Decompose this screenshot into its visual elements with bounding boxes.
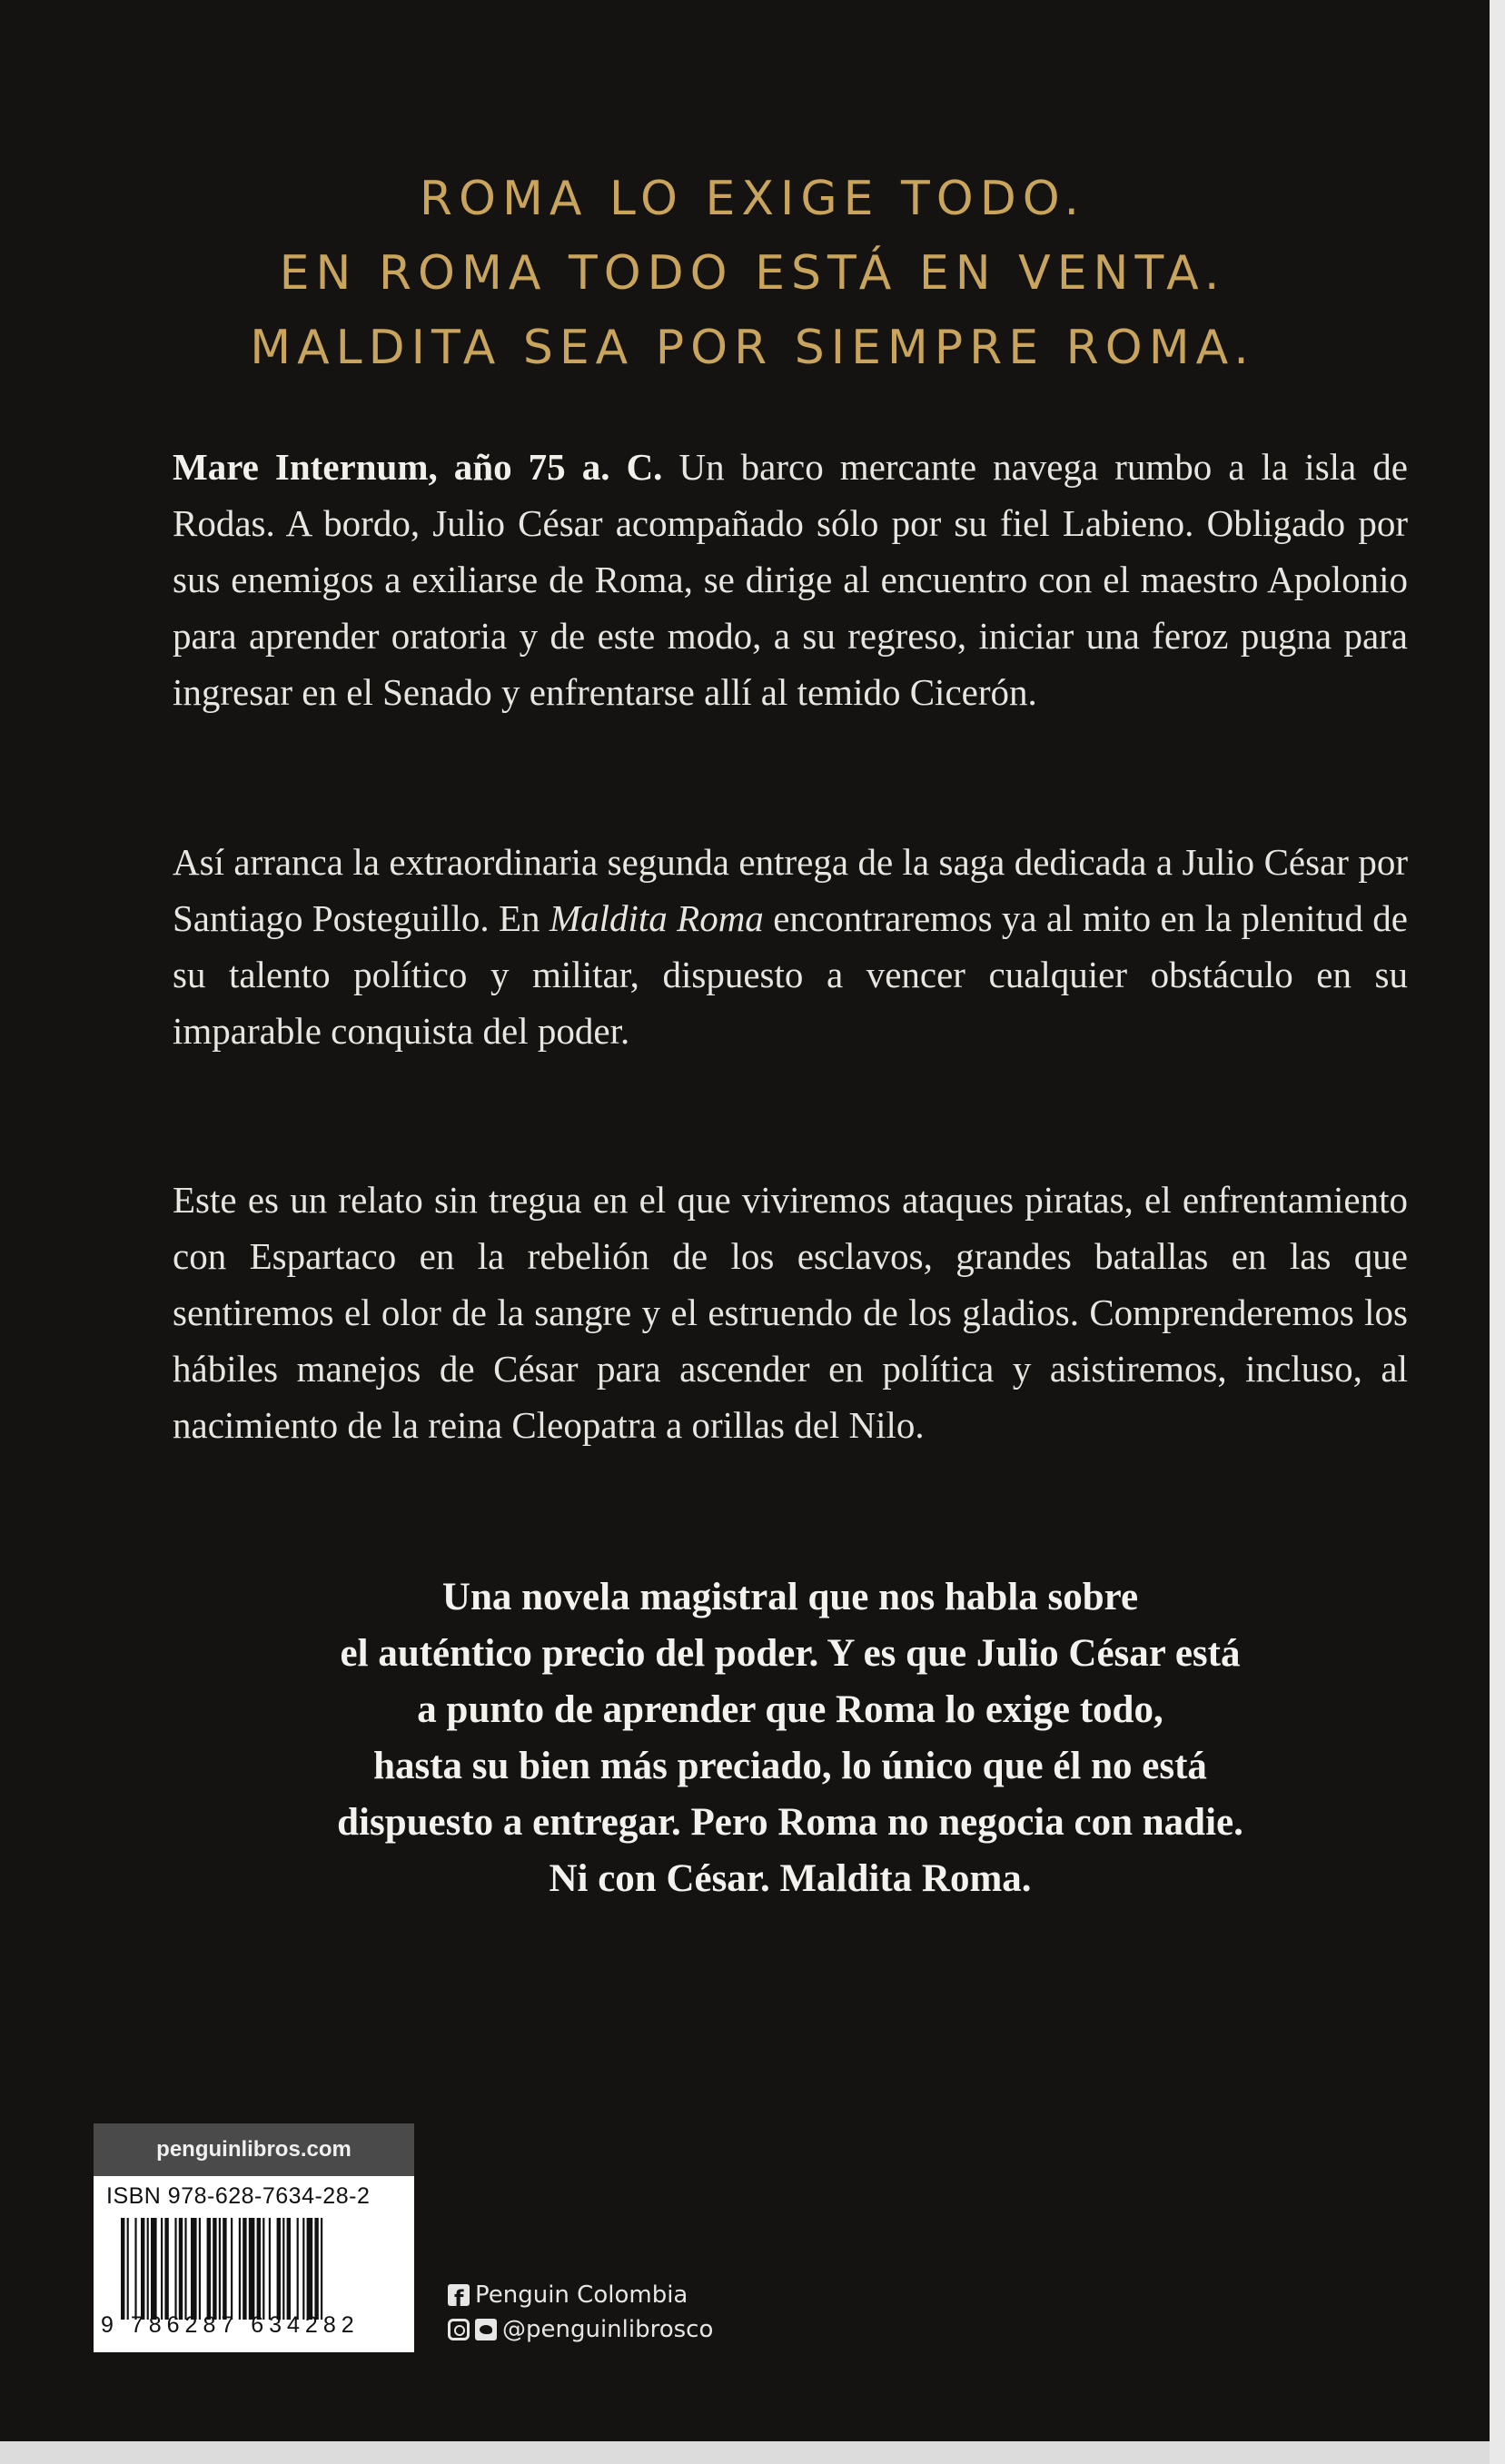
barcode-bar	[179, 2218, 183, 2320]
barcode-bar	[243, 2218, 246, 2320]
barcode-bar	[151, 2218, 157, 2320]
barcode-bar	[213, 2218, 216, 2320]
barcode-bar	[231, 2218, 233, 2320]
isbn-block	[94, 2123, 414, 2352]
barcode-bar	[174, 2218, 176, 2320]
handle-row[interactable]	[448, 2312, 713, 2347]
barcode-bar	[314, 2218, 318, 2320]
isbn-label: ISBN 978-628-7634-28-2	[106, 2183, 371, 2209]
synopsis-text-2b: encontraremos ya al mito en la plenitud de su talento político y militar, dispuesto a vencer cualquier obstáculo en su imparable conquista del poder.	[173, 897, 1409, 1052]
barcode-graphic	[121, 2218, 402, 2320]
closing-line-1: Una novela magistral que nos habla sobre	[441, 1576, 1139, 1618]
page-edge-bottom	[0, 2441, 1490, 2464]
closing-line-3: a punto de aprender que Roma lo exige todo,	[417, 1688, 1163, 1731]
closing-line-2: el auténtico precio del poder. Y es que Julio César está	[340, 1632, 1241, 1675]
social-handle: @penguinlibrosco	[502, 2316, 714, 2343]
barcode-bar	[302, 2218, 304, 2320]
barcode-bar	[207, 2218, 211, 2320]
barcode-bar	[277, 2218, 281, 2320]
slogan-line-2: EN ROMA TODO ESTÁ EN VENTA.	[279, 246, 1226, 301]
social-links	[448, 2278, 713, 2347]
barcode-bar	[219, 2218, 221, 2320]
closing-line-4: hasta su bien más preciado, lo único que él no está	[373, 1745, 1207, 1787]
barcode-bar	[297, 2218, 299, 2320]
closing-statement	[173, 1569, 1408, 1907]
facebook-label: Penguin Colombia	[475, 2281, 688, 2309]
facebook-icon	[448, 2284, 470, 2306]
barcode-bar	[282, 2218, 284, 2320]
barcode-bar	[307, 2218, 313, 2320]
barcode-bar	[249, 2218, 255, 2320]
slogan-line-1: ROMA LO EXIGE TODO.	[419, 172, 1086, 226]
barcode-bar	[134, 2218, 136, 2320]
synopsis-paragraph-3: Este es un relato sin tregua en el que viviremos ataques piratas, el enfrentamiento con Espartaco en la rebelión de los esclavos, grandes batallas en las que sentiremos el olor de la sangre y el estruendo de los gladios. Comprenderemos los hábiles manejos de César para ascender en política y asistiremos, incluso, al nacimiento de la reina Cleopatra a orillas del Nilo.	[173, 1179, 1408, 1446]
barcode-bar	[321, 2218, 322, 2320]
synopsis-text-2a: Así arranca la extraordinaria segunda entrega de la saga dedicada a Julio César por Santiago Posteguillo. En	[173, 841, 1408, 939]
barcode-bar	[164, 2218, 168, 2320]
synopsis-lead: Mare Internum, año 75 a. C.	[173, 446, 663, 488]
barcode-bar	[141, 2218, 144, 2320]
page-edge-right	[1490, 0, 1505, 2464]
synopsis-text-1: Un barco mercante navega rumbo a la isla de Rodas. A bordo, Julio César acompañado sólo por su fiel Labieno. Obligado por sus enemigos a exiliarse de Roma, se dirige al encuentro con el maestro Apolonio para aprender oratoria y de este modo, a su regreso, iniciar una feroz pugna para ingresar en el Senado y enfrentarse allí al temido Cicerón.	[173, 446, 1409, 713]
synopsis-paragraph-2	[173, 834, 1408, 1059]
barcode-bar	[191, 2218, 197, 2320]
book-title-italic: Maldita Roma	[549, 897, 764, 939]
barcode-bar	[239, 2218, 241, 2320]
slogan-line-3: MALDITA SEA POR SIEMPRE ROMA.	[250, 321, 1255, 375]
barcode-bar	[184, 2218, 186, 2320]
barcode-bar	[147, 2218, 149, 2320]
barcode-bar	[269, 2218, 271, 2320]
barcode-bar	[257, 2218, 261, 2320]
barcode-bar	[262, 2218, 264, 2320]
facebook-row[interactable]	[448, 2278, 713, 2312]
synopsis-paragraph-1	[173, 439, 1408, 720]
barcode-bar	[161, 2218, 163, 2320]
closing-line-5: dispuesto a entregar. Pero Roma no negocia con nadie.	[337, 1801, 1243, 1844]
instagram-icon	[448, 2319, 470, 2340]
barcode-box	[94, 2176, 414, 2352]
twitter-icon	[475, 2319, 497, 2340]
barcode-bar	[199, 2218, 201, 2320]
barcode-digits: 9 786287 634282	[101, 2312, 360, 2338]
barcode-bar	[287, 2218, 291, 2320]
slogan	[0, 162, 1490, 385]
closing-line-6: Ni con César. Maldita Roma.	[549, 1857, 1032, 1900]
barcode-bar	[223, 2218, 226, 2320]
website-label: penguinlibros.com	[94, 2123, 414, 2176]
barcode-bar	[127, 2218, 129, 2320]
barcode-bar	[121, 2218, 124, 2320]
